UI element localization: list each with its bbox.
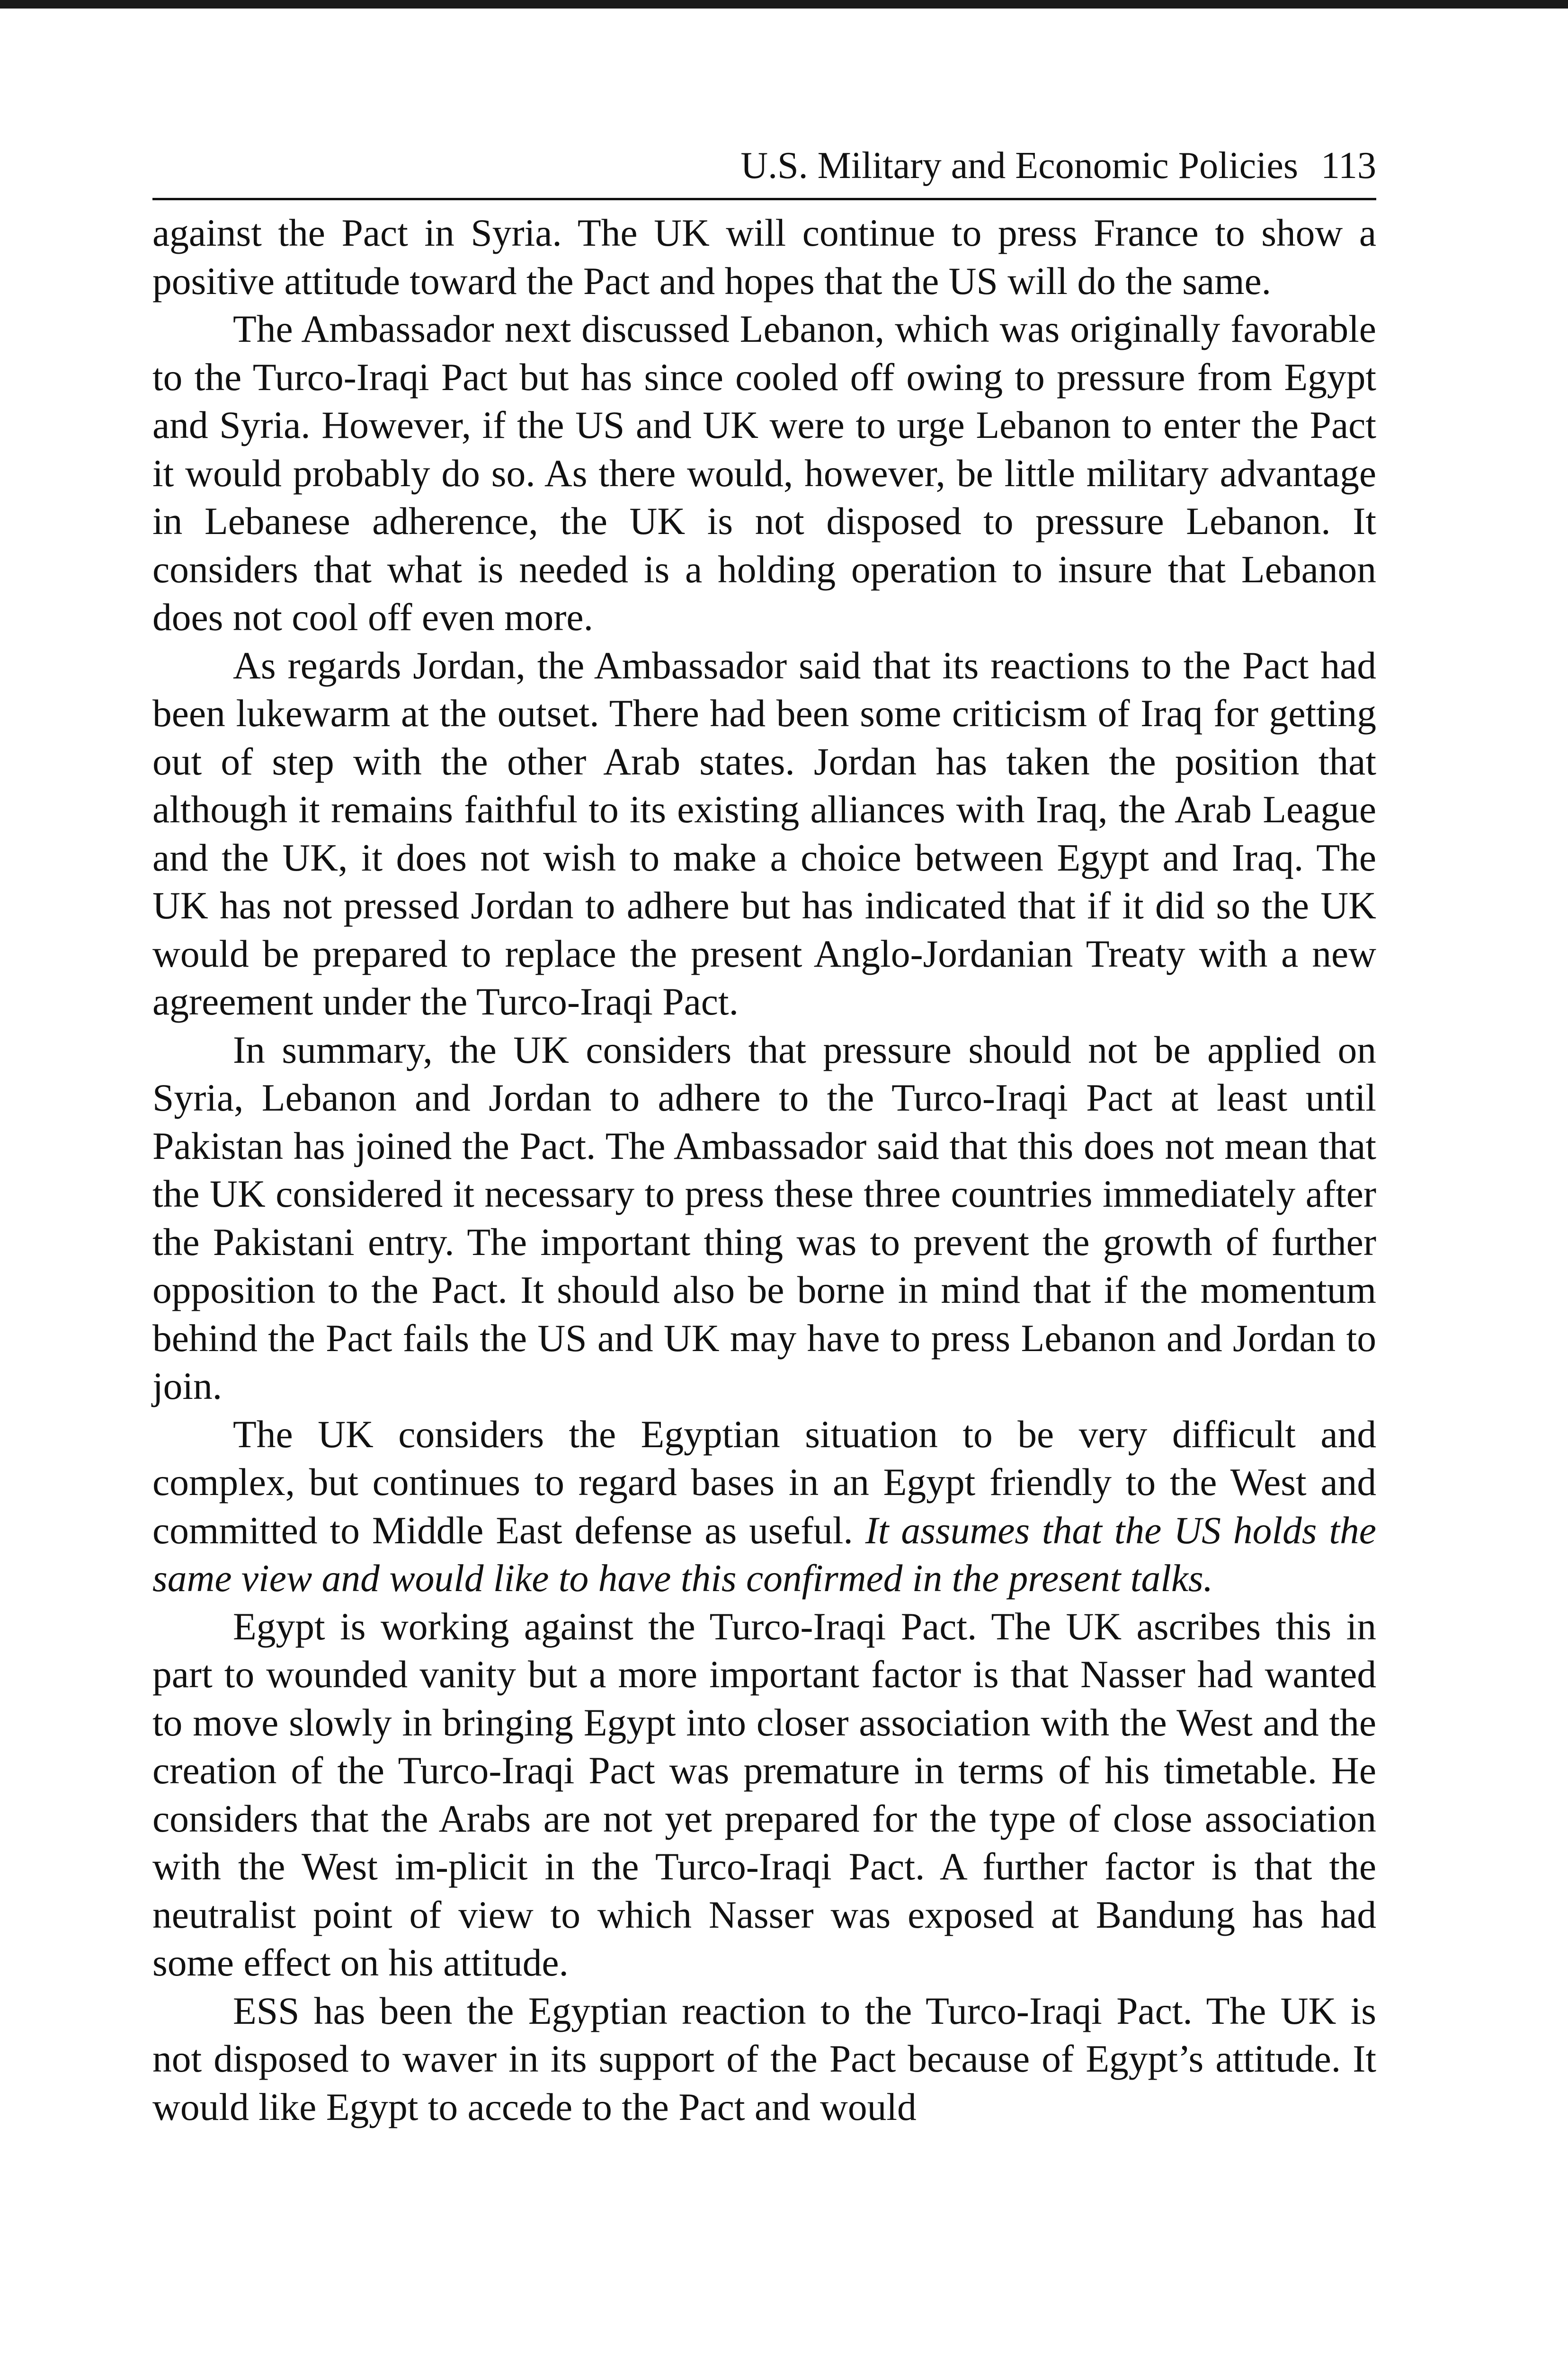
paragraph-2: The Ambassador next discussed Lebanon, which was originally favorable to the Turco-Iraqi Pact but has since cooled off owing to pressure from Egypt and Syria. However, if the US and UK were to urge Lebanon to enter the Pact it would probably do so. As there would, however, be little military advantage in Lebanese adherence, the UK is not disposed to pressure Lebanon. It considers that what is needed is a holding operation to insure that Lebanon does not cool off even more. bbox=[152, 307, 1376, 639]
book-page bbox=[152, 142, 1376, 2131]
paragraph-5-italic: It assumes that the US holds the same view and would like to have this confirmed in the present talks. bbox=[152, 1508, 1376, 1600]
paragraph-1: against the Pact in Syria. The UK will continue to press France to show a positive attitude toward the Pact and hopes that the US will do the same. bbox=[152, 211, 1376, 303]
running-head bbox=[152, 142, 1376, 200]
page-number: 113 bbox=[1320, 145, 1376, 187]
paragraph-5 bbox=[152, 1410, 1376, 1602]
paragraph-5-text: The UK considers the Egyptian situation to be very difficult and complex, but continues to regard bases in an Egypt friendly to the West and committed to Middle East defense as useful. bbox=[152, 1412, 1376, 1552]
paragraph-3: As regards Jordan, the Ambassador said that its reactions to the Pact had been lukewarm at the outset. There had been some criticism of Iraq for getting out of step with the other Arab states. Jordan has taken the position that although it remains faithful to its existing alliances with Iraq, the Arab League and the UK, it does not wish to make a choice between Egypt and Iraq. The UK has not pressed Jordan to adhere but has indicated that if it did so the UK would be prepared to replace the present Anglo-Jordanian Treaty with a new agreement under the Turco-Iraqi Pact. bbox=[152, 643, 1376, 1023]
body-text bbox=[152, 209, 1376, 2131]
paragraph-7: ESS has been the Egyptian reaction to the Turco-Iraqi Pact. The UK is not disposed to waver in its support of the Pact because of Egypt’s attitude. It would like Egypt to accede to the Pact and would bbox=[152, 1989, 1376, 2128]
paragraph-4: In summary, the UK considers that pressure should not be applied on Syria, Lebanon and Jordan to adhere to the Turco-Iraqi Pact at least until Pakistan has joined the Pact. The Ambassador said that this does not mean that the UK considered it necessary to press these three countries immediately after the Pakistani entry. The important thing was to prevent the growth of further opposition to the Pact. It should also be borne in mind that if the momentum behind the Pact fails the US and UK may have to press Lebanon and Jordan to join. bbox=[152, 1028, 1376, 1407]
paragraph-6: Egypt is working against the Turco-Iraqi Pact. The UK ascribes this in part to wounded vanity but a more important factor is that Nasser had wanted to move slowly in bringing Egypt into closer association with the West and the creation of the Turco-Iraqi Pact was premature in terms of his timetable. He considers that the Arabs are not yet prepared for the type of close association with the West im-plicit in the Turco-Iraqi Pact. A further factor is that the neutralist point of view to which Nasser was exposed at Bandung has had some effect on his attitude. bbox=[152, 1604, 1376, 1984]
scan-top-edge bbox=[0, 0, 1568, 9]
running-title: U.S. Military and Economic Policies bbox=[740, 145, 1298, 187]
